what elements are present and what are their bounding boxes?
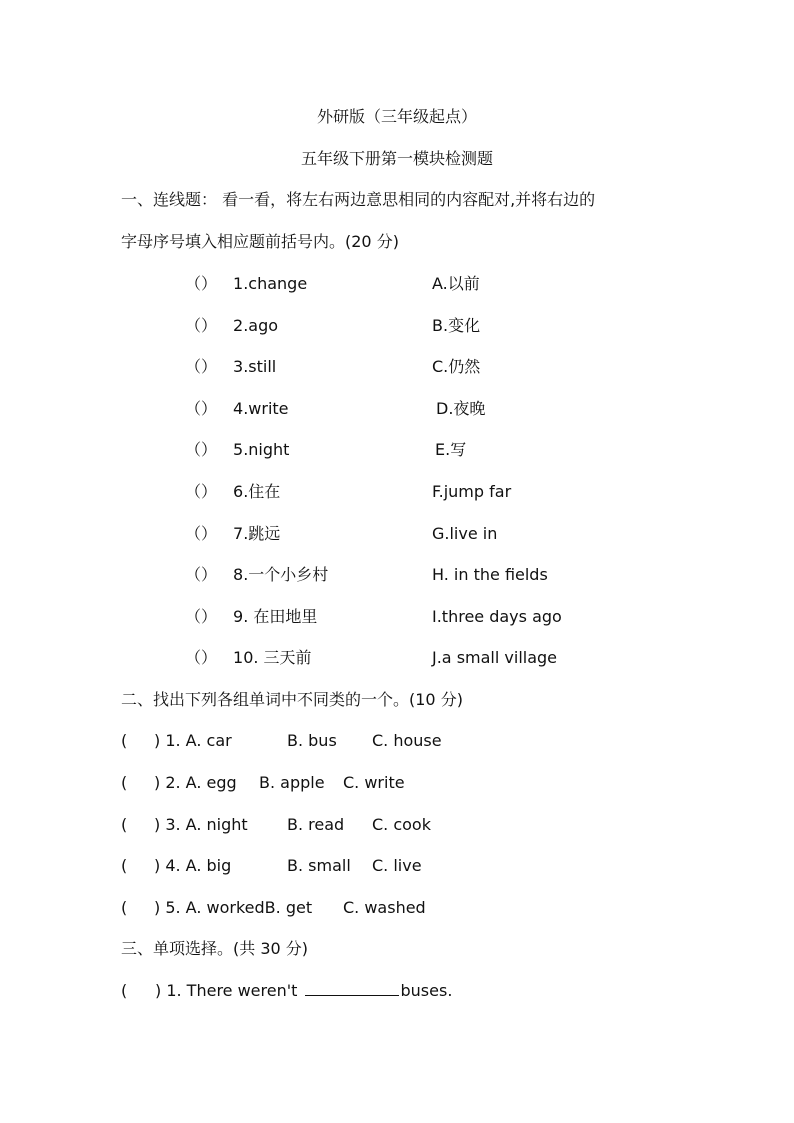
answer-bracket-close[interactable]: ） [201,274,218,293]
answer-bracket-close[interactable]: ） [201,399,218,418]
option-c: C. house [372,731,442,750]
matching-right-item: A.以前 [432,274,480,293]
answer-bracket-open[interactable]: ( [121,898,128,917]
answer-bracket-close[interactable]: ） [201,607,218,626]
matching-right-item: J.a small village [432,648,558,667]
answer-bracket-open: （ [185,399,202,418]
matching-right-item: F.jump far [432,482,512,501]
mc-question-1-end: buses. [400,981,453,1000]
matching-left-item [185,606,317,628]
answer-bracket-open: （ [185,524,202,543]
answer-bracket-close[interactable]: ） [201,524,218,543]
answer-bracket-open: （ [185,440,202,459]
matching-right-item: I.three days ago [432,607,562,626]
answer-bracket-close[interactable]: ） [201,565,218,584]
section1-heading-line2: 字母序号填入相应题前括号内。(20 分) [121,232,399,251]
option-c: C. live [372,856,422,875]
matching-left-text: 2.ago [233,316,279,335]
option-b: B. read [287,815,345,834]
title-publisher: 外研版（三年级起点） [316,107,477,126]
matching-left-item [185,398,289,420]
section2-heading: 二、找出下列各组单词中不同类的一个。(10 分) [121,690,463,709]
matching-left-text: 6.住在 [233,482,281,501]
answer-bracket-open: （ [185,648,202,667]
matching-right-item: H. in the fields [432,565,548,584]
section1-heading-line1: 一、连线题： 看一看，将左右两边意思相同的内容配对,并将右边的 [121,190,596,209]
option-b: B. small [287,856,351,875]
answer-bracket-close[interactable]: ） [201,440,218,459]
matching-left-text: 5.night [233,440,290,459]
matching-left-item [185,273,307,295]
matching-left-text: 7.跳远 [233,524,281,543]
matching-left-item [185,647,312,669]
matching-left-text: 8.一个小乡村 [233,565,329,584]
answer-bracket-open[interactable]: ( [121,815,128,834]
answer-bracket-close[interactable]: ） [201,648,218,667]
answer-bracket-open[interactable]: ( [121,731,128,750]
answer-bracket-close[interactable]: ） [201,482,218,501]
matching-left-item [185,439,289,461]
matching-left-text: 9. 在田地里 [233,607,318,626]
matching-left-item [185,356,276,378]
option-a: ) 5. A. workedB. get [154,898,313,917]
matching-right-item: B.变化 [432,316,481,335]
option-a: ) 3. A. night [154,815,248,834]
option-b: B. apple [259,773,325,792]
option-a: ) 4. A. big [154,856,232,875]
matching-left-text: 1.change [233,274,308,293]
answer-bracket-open: （ [185,482,202,501]
answer-bracket-open: （ [185,607,202,626]
option-c: C. write [343,773,405,792]
option-c: C. washed [343,898,426,917]
answer-bracket-open[interactable]: ( [121,773,128,792]
matching-right-item: E.写 [435,440,467,459]
answer-bracket-open: （ [185,565,202,584]
mc-question-1-text: ) 1. There weren't [155,981,298,1000]
matching-right-item: G.live in [432,524,498,543]
matching-left-item [185,564,328,586]
matching-right-item: D.夜晚 [436,399,486,418]
answer-blank[interactable] [305,981,399,996]
matching-left-text: 10. 三天前 [233,648,312,667]
option-a: ) 2. A. egg [154,773,237,792]
matching-left-text: 4.write [233,399,289,418]
answer-bracket-open: （ [185,316,202,335]
matching-right-item: C.仍然 [432,357,481,376]
option-c: C. cook [372,815,431,834]
matching-left-text: 3.still [233,357,277,376]
matching-left-item [185,481,280,503]
answer-bracket-close[interactable]: ） [201,357,218,376]
answer-bracket-open: （ [185,357,202,376]
section3-heading: 三、单项选择。(共 30 分) [121,939,309,958]
answer-bracket-open[interactable]: ( [121,856,128,875]
answer-bracket-close[interactable]: ） [201,316,218,335]
option-b: B. bus [287,731,337,750]
matching-left-item [185,523,280,545]
answer-bracket-open: （ [185,274,202,293]
title-test: 五年级下册第一模块检测题 [300,149,493,168]
matching-left-item [185,315,278,337]
answer-bracket-open: ( [121,981,128,1000]
option-a: ) 1. A. car [154,731,232,750]
mc-question-1 [121,980,452,1002]
